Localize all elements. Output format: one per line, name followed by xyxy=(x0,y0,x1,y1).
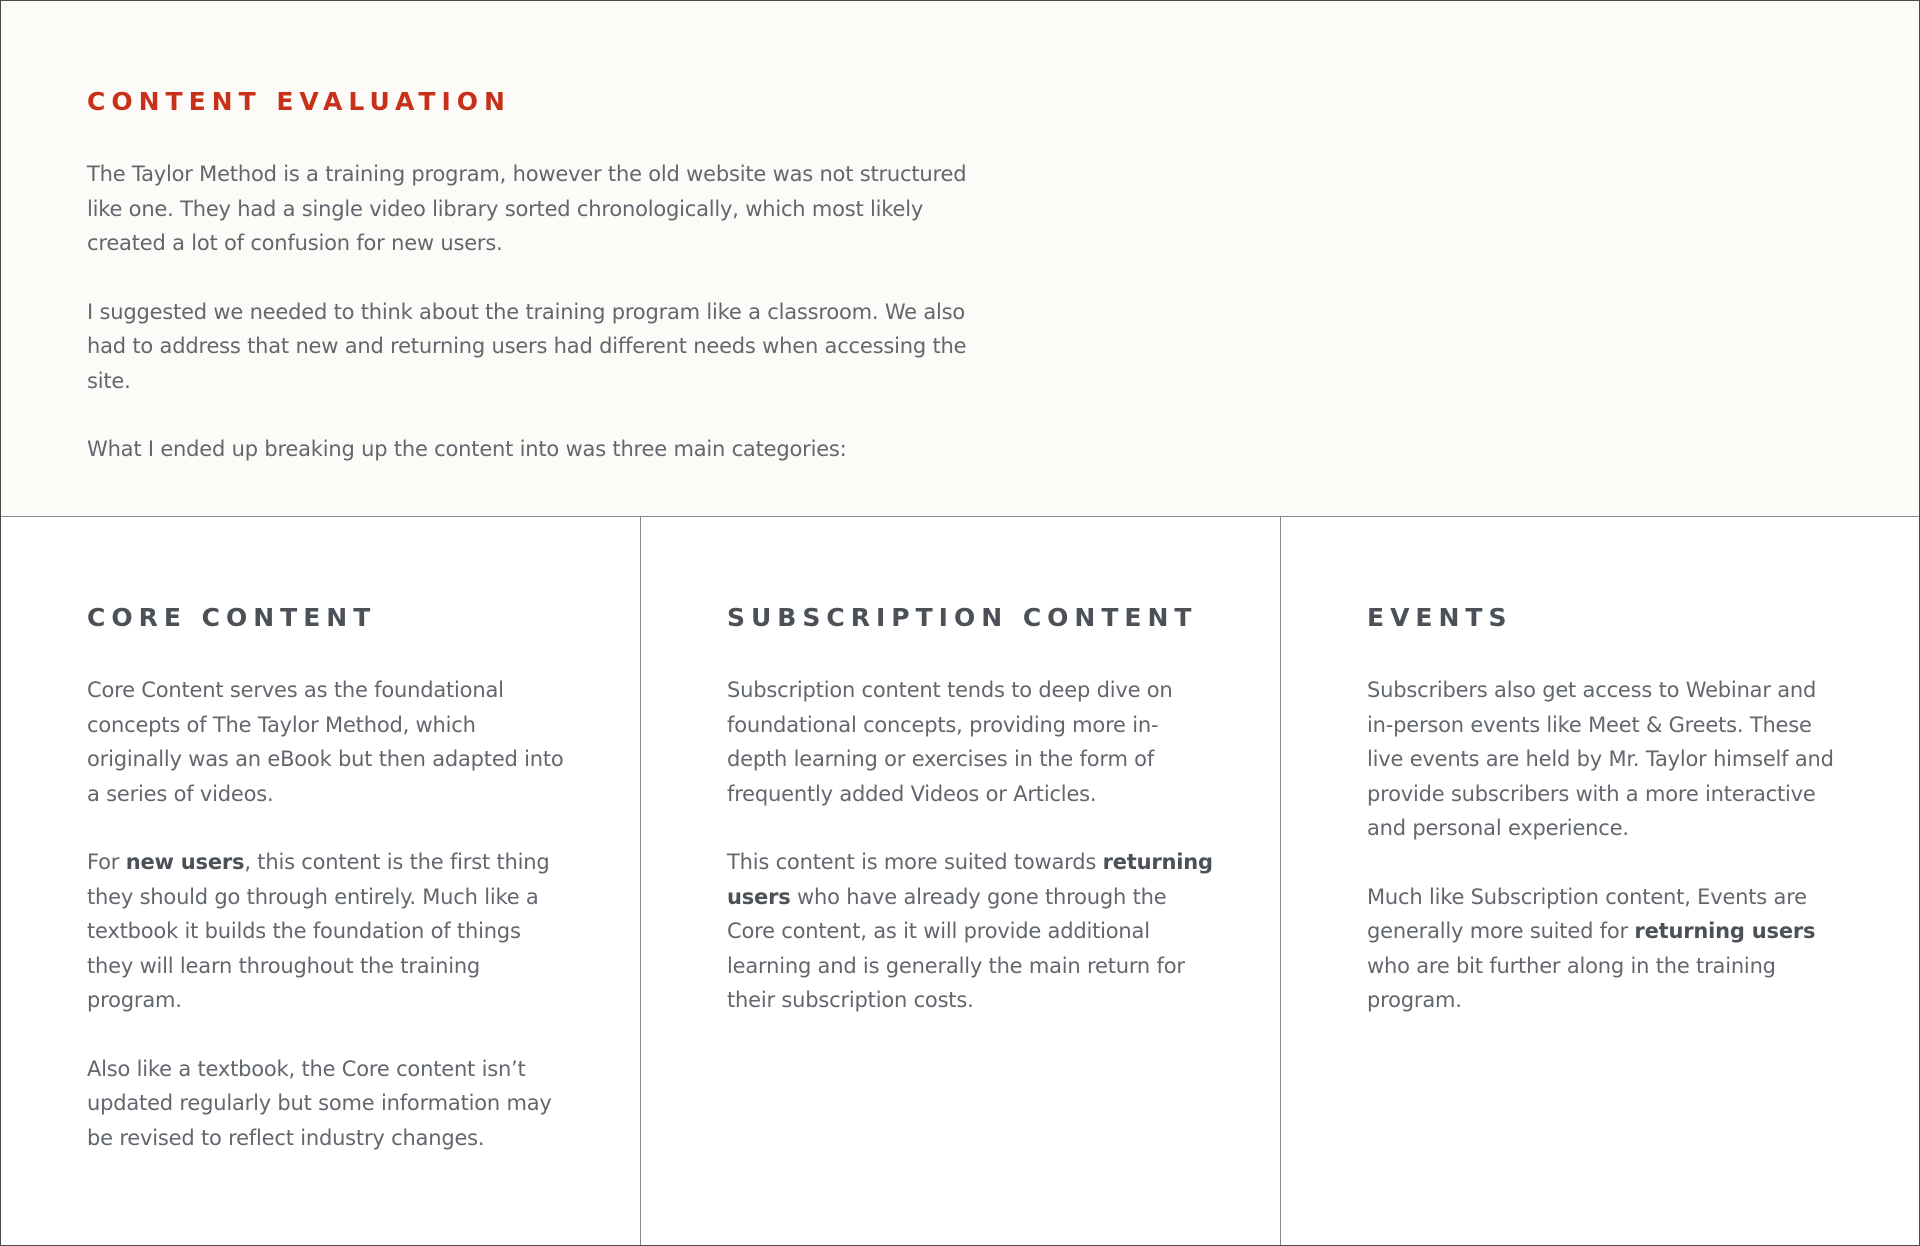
column-content xyxy=(727,603,1215,1018)
column-paragraph: Subscribers also get access to Webinar and in-person events like Meet & Greets. These live events are held by Mr. Taylor himself and provide subscribers with a more interactive and personal experience. xyxy=(1367,678,1834,840)
column-heading: EVENTS xyxy=(1367,603,1513,632)
text-run: Much like Subscription content, Events are generally more suited for xyxy=(1367,884,1807,943)
intro-paragraph: The Taylor Method is a training program, however the old website was not structured like one. They had a single video library sorted chronologically, which most likely created a lot of confusion for new users. xyxy=(87,162,967,255)
text-run: This content is more suited towards xyxy=(727,850,1103,874)
intro-paragraph: What I ended up breaking up the content into was three main categories: xyxy=(87,437,847,461)
emphasis-text: new users xyxy=(125,850,245,874)
section-heading-content-evaluation: CONTENT EVALUATION xyxy=(87,87,511,116)
categories-section xyxy=(1,517,1919,1245)
text-run: who have already gone through the Core content, as it will provide additional learning and is generally the main return for their subscription costs. xyxy=(727,884,1185,1012)
column-paragraph: Core Content serves as the foundational concepts of The Taylor Method, which originally was an eBook but then adapted into a series of videos. xyxy=(87,678,564,806)
column-content xyxy=(87,603,567,1155)
column-content xyxy=(1367,603,1847,1018)
column-paragraph xyxy=(1367,880,1847,1018)
text-run: , this content is the first thing they should go through entirely. Much like a textbook it builds the foundation of things they will learn throughout the training program. xyxy=(87,850,550,1012)
intro-content xyxy=(87,87,987,467)
emphasis-text: returning users xyxy=(1634,919,1816,943)
column-events xyxy=(1281,517,1919,1245)
column-heading: SUBSCRIPTION CONTENT xyxy=(727,603,1198,632)
intro-paragraph: I suggested we needed to think about the training program like a classroom. We also had to address that new and returning users had different needs when accessing the site. xyxy=(87,299,967,393)
column-subscription-content xyxy=(641,517,1281,1245)
column-heading: CORE CONTENT xyxy=(87,603,377,632)
text-run: who are bit further along in the training program. xyxy=(1367,953,1776,1012)
intro-section xyxy=(1,1,1919,517)
column-paragraph: Also like a textbook, the Core content isn’t updated regularly but some information may be revised to reflect industry changes. xyxy=(87,1056,552,1150)
column-paragraph xyxy=(87,845,567,1018)
emphasis-text: returning users xyxy=(727,850,1213,909)
column-paragraph: Subscription content tends to deep dive on foundational concepts, providing more in-depth learning or exercises in the form of frequently added Videos or Articles. xyxy=(727,678,1173,806)
column-core-content xyxy=(1,517,641,1245)
column-paragraph xyxy=(727,845,1215,1018)
text-run: For xyxy=(87,850,126,874)
